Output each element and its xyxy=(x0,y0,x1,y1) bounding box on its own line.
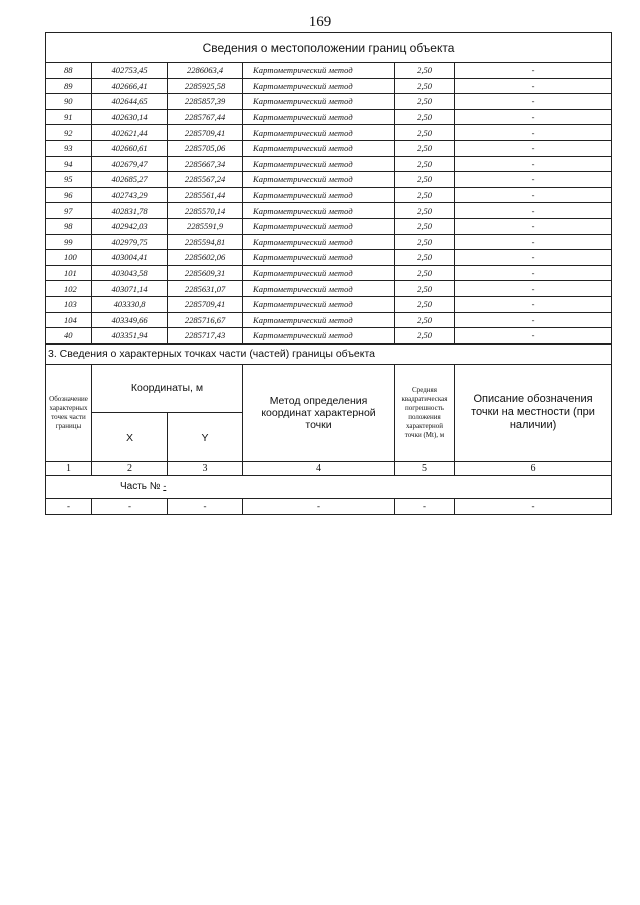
cell-y: 2285561,44 xyxy=(168,187,243,203)
cell-method: Картометрический метод xyxy=(243,296,395,312)
cell-method: Картометрический метод xyxy=(243,63,395,79)
cell-mt: 2,50 xyxy=(395,63,455,79)
cell-x: 402644,65 xyxy=(92,94,168,110)
cell-method: Картометрический метод xyxy=(243,172,395,188)
col-number-5: 5 xyxy=(395,461,455,475)
cell-x: 403349,66 xyxy=(92,312,168,328)
table-row xyxy=(46,218,612,234)
header-point-designation xyxy=(46,364,92,461)
table-row xyxy=(46,172,612,188)
section-title: Сведения о местоположении границ объекта xyxy=(46,33,612,63)
cell-num: 93 xyxy=(46,140,92,156)
cell-y: 2285631,07 xyxy=(168,281,243,297)
table-row xyxy=(46,328,612,344)
cell-mt: 2,50 xyxy=(395,312,455,328)
cell-desc: - xyxy=(455,328,612,344)
cell-num: 89 xyxy=(46,78,92,94)
cell-x: 402666,41 xyxy=(92,78,168,94)
cell-num: 101 xyxy=(46,265,92,281)
cell-y: 2285767,44 xyxy=(168,109,243,125)
table-row xyxy=(46,312,612,328)
column-number-row xyxy=(46,461,612,475)
part-data-row xyxy=(46,498,612,514)
cell-num: 99 xyxy=(46,234,92,250)
cell-desc: - xyxy=(455,140,612,156)
header-mt-text: Средняя квадратическая погрешность положения характерной точки (Мt), м xyxy=(401,385,448,439)
cell-num: 91 xyxy=(46,109,92,125)
cell-desc: - xyxy=(455,203,612,219)
cell-desc: - xyxy=(455,250,612,266)
part-cell-4: - xyxy=(243,498,395,514)
cell-num: 94 xyxy=(46,156,92,172)
cell-y: 2285925,58 xyxy=(168,78,243,94)
cell-x: 403330,8 xyxy=(92,296,168,312)
table-row xyxy=(46,296,612,312)
cell-mt: 2,50 xyxy=(395,187,455,203)
cell-x: 402979,75 xyxy=(92,234,168,250)
table-row xyxy=(46,281,612,297)
header-description xyxy=(455,364,612,461)
cell-method: Картометрический метод xyxy=(243,250,395,266)
table-row xyxy=(46,187,612,203)
cell-x: 403043,58 xyxy=(92,265,168,281)
table-row xyxy=(46,78,612,94)
cell-mt: 2,50 xyxy=(395,125,455,141)
cell-mt: 2,50 xyxy=(395,94,455,110)
table-row xyxy=(46,94,612,110)
cell-mt: 2,50 xyxy=(395,78,455,94)
header-y xyxy=(168,412,243,461)
cell-x: 402753,45 xyxy=(92,63,168,79)
cell-mt: 2,50 xyxy=(395,172,455,188)
cell-desc: - xyxy=(455,125,612,141)
cell-x: 402679,47 xyxy=(92,156,168,172)
cell-y: 2285591,9 xyxy=(168,218,243,234)
section3-title: 3. Сведения о характерных точках части (частей) границы объекта xyxy=(46,344,612,364)
section-title-row xyxy=(46,33,612,63)
col-number-3: 3 xyxy=(168,461,243,475)
cell-method: Картометрический метод xyxy=(243,109,395,125)
cell-x: 402685,27 xyxy=(92,172,168,188)
cell-desc: - xyxy=(455,109,612,125)
cell-desc: - xyxy=(455,156,612,172)
header-x-text: X xyxy=(125,431,133,444)
part-cell-6: - xyxy=(455,498,612,514)
cell-method: Картометрический метод xyxy=(243,94,395,110)
cell-method: Картометрический метод xyxy=(243,265,395,281)
cell-mt: 2,50 xyxy=(395,250,455,266)
cell-desc: - xyxy=(455,296,612,312)
cell-y: 2285709,41 xyxy=(168,125,243,141)
document-body xyxy=(45,32,611,515)
part-cell xyxy=(46,475,612,498)
cell-method: Картометрический метод xyxy=(243,218,395,234)
cell-y: 2285709,41 xyxy=(168,296,243,312)
cell-y: 2285609,31 xyxy=(168,265,243,281)
part-cell-5: - xyxy=(395,498,455,514)
header-coordinates xyxy=(92,364,243,412)
header-y-text: Y xyxy=(201,431,209,444)
cell-method: Картометрический метод xyxy=(243,312,395,328)
cell-desc: - xyxy=(455,172,612,188)
col-number-4: 4 xyxy=(243,461,395,475)
cell-mt: 2,50 xyxy=(395,296,455,312)
table-row xyxy=(46,63,612,79)
cell-x: 403004,41 xyxy=(92,250,168,266)
part-row xyxy=(46,475,612,498)
cell-mt: 2,50 xyxy=(395,265,455,281)
cell-desc: - xyxy=(455,94,612,110)
header-coordinates-text: Координаты, м xyxy=(130,382,204,395)
cell-mt: 2,50 xyxy=(395,156,455,172)
cell-method: Картометрический метод xyxy=(243,78,395,94)
part-cell-1: - xyxy=(46,498,92,514)
cell-method: Картометрический метод xyxy=(243,187,395,203)
cell-num: 90 xyxy=(46,94,92,110)
header-method-text: Метод определения координат характерной точки xyxy=(261,394,376,431)
cell-y: 2285717,43 xyxy=(168,328,243,344)
table-row xyxy=(46,250,612,266)
cell-x: 403071,14 xyxy=(92,281,168,297)
cell-method: Картометрический метод xyxy=(243,234,395,250)
cell-num: 100 xyxy=(46,250,92,266)
cell-y: 2285705,06 xyxy=(168,140,243,156)
cell-num: 95 xyxy=(46,172,92,188)
cell-x: 402743,29 xyxy=(92,187,168,203)
table-row xyxy=(46,265,612,281)
cell-y: 2285602,06 xyxy=(168,250,243,266)
cell-y: 2285570,14 xyxy=(168,203,243,219)
table-row xyxy=(46,234,612,250)
cell-x: 402621,44 xyxy=(92,125,168,141)
cell-y: 2285667,34 xyxy=(168,156,243,172)
col-number-1: 1 xyxy=(46,461,92,475)
cell-mt: 2,50 xyxy=(395,234,455,250)
cell-num: 103 xyxy=(46,296,92,312)
cell-desc: - xyxy=(455,187,612,203)
cell-method: Картометрический метод xyxy=(243,328,395,344)
cell-y: 2285567,24 xyxy=(168,172,243,188)
cell-desc: - xyxy=(455,63,612,79)
cell-desc: - xyxy=(455,234,612,250)
cell-desc: - xyxy=(455,218,612,234)
cell-desc: - xyxy=(455,281,612,297)
cell-y: 2285594,81 xyxy=(168,234,243,250)
table-row xyxy=(46,109,612,125)
cell-method: Картометрический метод xyxy=(243,156,395,172)
cell-method: Картометрический метод xyxy=(243,140,395,156)
cell-num: 88 xyxy=(46,63,92,79)
cell-x: 402630,14 xyxy=(92,109,168,125)
header-point-designation-text: Обозначение характерных точек части границы xyxy=(49,394,88,430)
cell-desc: - xyxy=(455,312,612,328)
cell-mt: 2,50 xyxy=(395,218,455,234)
part-cell-2: - xyxy=(92,498,168,514)
cell-num: 96 xyxy=(46,187,92,203)
cell-num: 102 xyxy=(46,281,92,297)
table-row xyxy=(46,203,612,219)
cell-method: Картометрический метод xyxy=(243,281,395,297)
col-number-2: 2 xyxy=(92,461,168,475)
cell-mt: 2,50 xyxy=(395,328,455,344)
cell-mt: 2,50 xyxy=(395,203,455,219)
cell-num: 98 xyxy=(46,218,92,234)
table-row xyxy=(46,156,612,172)
page-number: 169 xyxy=(308,14,332,30)
cell-num: 104 xyxy=(46,312,92,328)
cell-x: 402660,61 xyxy=(92,140,168,156)
cell-desc: - xyxy=(455,265,612,281)
cell-y: 2285716,67 xyxy=(168,312,243,328)
cell-method: Картометрический метод xyxy=(243,125,395,141)
part-points-table xyxy=(45,344,612,515)
cell-num: 40 xyxy=(46,328,92,344)
header-method xyxy=(243,364,395,461)
section3-title-row xyxy=(46,344,612,364)
cell-num: 97 xyxy=(46,203,92,219)
cell-y: 2285857,39 xyxy=(168,94,243,110)
part-cell-3: - xyxy=(168,498,243,514)
cell-num: 92 xyxy=(46,125,92,141)
table-row xyxy=(46,140,612,156)
part-value: - xyxy=(163,481,167,492)
boundary-table xyxy=(45,32,612,344)
header-description-text: Описание обозначения точки на местности (при наличии) xyxy=(471,393,595,432)
cell-y: 2286063,4 xyxy=(168,63,243,79)
cell-x: 403351,94 xyxy=(92,328,168,344)
col-number-6: 6 xyxy=(455,461,612,475)
cell-mt: 2,50 xyxy=(395,109,455,125)
cell-x: 402942,03 xyxy=(92,218,168,234)
table-row xyxy=(46,125,612,141)
header-mt xyxy=(395,364,455,461)
cell-mt: 2,50 xyxy=(395,281,455,297)
part-label: Часть № xyxy=(120,481,161,493)
cell-desc: - xyxy=(455,78,612,94)
header-x xyxy=(92,412,168,461)
cell-mt: 2,50 xyxy=(395,140,455,156)
cell-x: 402831,78 xyxy=(92,203,168,219)
cell-method: Картометрический метод xyxy=(243,203,395,219)
header-row-1 xyxy=(46,364,612,412)
